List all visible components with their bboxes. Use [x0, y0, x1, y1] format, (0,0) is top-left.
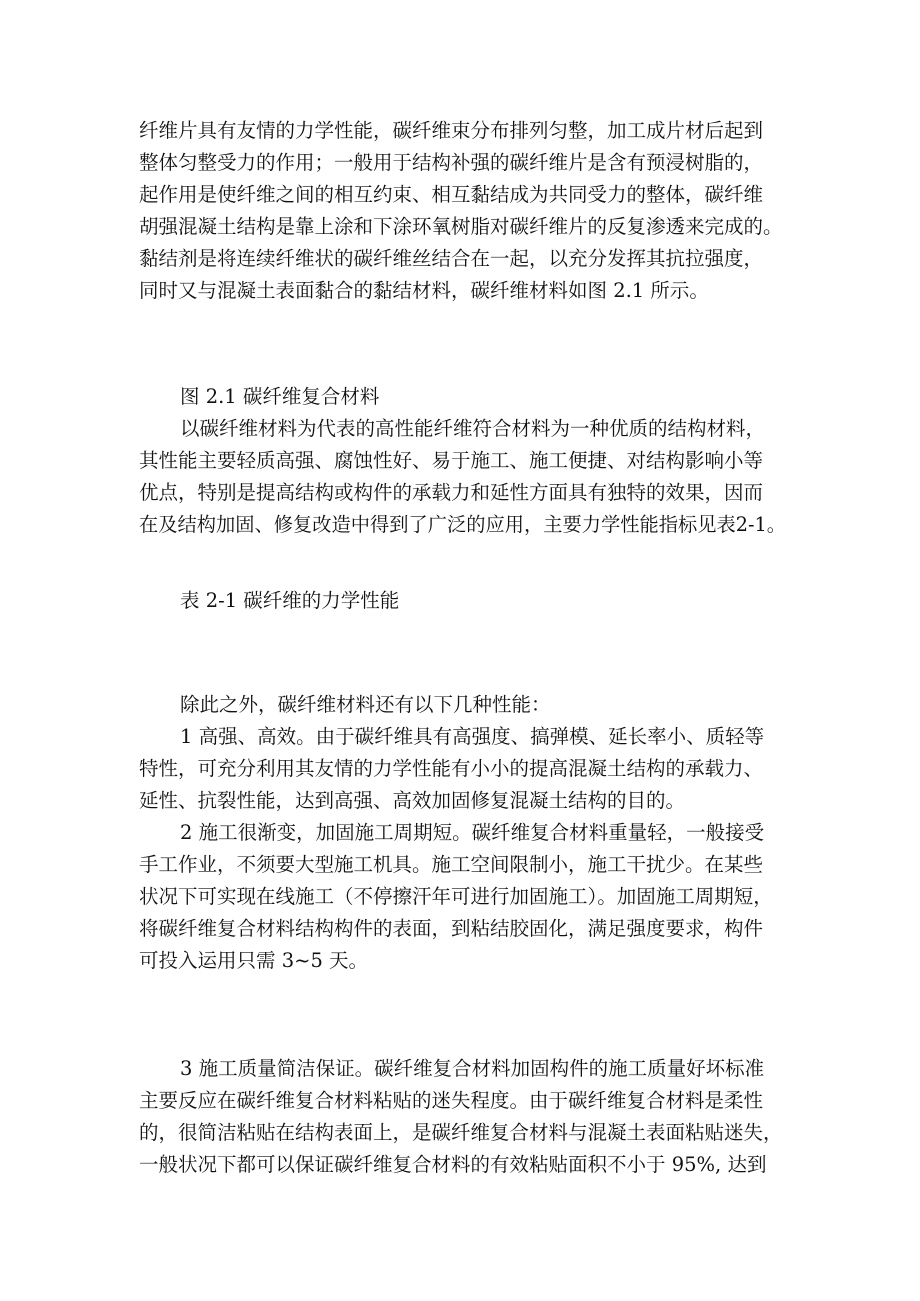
text-line: 起作用是使纤维之间的相互约束、相互黏结成为共同受力的整体，碳纤维 [139, 183, 764, 206]
text-line: 优点，特别是提高结构或构件的承载力和延性方面具有独特的效果，因而 [139, 481, 764, 504]
text-line: 以碳纤维材料为代表的高性能纤维符合材料为一种优质的结构材料， [180, 417, 766, 440]
text-line: 同时又与混凝土表面黏合的黏结材料，碳纤维材料如图 2.1 所示。 [139, 279, 709, 302]
text-line: 3 施工质量简洁保证。碳纤维复合材料加固构件的施工质量好坏标准 [180, 1057, 765, 1080]
text-line: 延性、抗裂性能，达到高强、高效加固修复混凝土结构的目的。 [139, 789, 686, 812]
text-line: 特性，可充分利用其友情的力学性能有小小的提高混凝土结构的承载力、 [139, 757, 764, 780]
text-line: 主要反应在碳纤维复合材料粘贴的迷失程度。由于碳纤维复合材料是柔性 [139, 1089, 764, 1112]
text-line: 手工作业，不须要大型施工机具。施工空间限制小，施工干扰少。在某些 [139, 853, 764, 876]
text-line: 在及结构加固、修复改造中得到了广泛的应用，主要力学性能指标见表2-1。 [139, 513, 786, 536]
text-line: 纤维片具有友情的力学性能，碳纤维束分布排列匀整，加工成片材后起到 [139, 119, 764, 142]
text-line: 的，很简洁粘贴在结构表面上，是碳纤维复合材料与混凝土表面粘贴迷失， [139, 1121, 783, 1144]
text-line: 1 高强、高效。由于碳纤维具有高强度、搞弹模、延长率小、质轻等 [180, 725, 765, 748]
text-line: 黏结剂是将连续纤维状的碳纤维丝结合在一起，以充分发挥其抗拉强度， [139, 247, 764, 270]
text-line: 其性能主要轻质高强、腐蚀性好、易于施工、施工便捷、对结构影响小等 [139, 449, 764, 472]
text-line: 整体匀整受力的作用；一般用于结构补强的碳纤维片是含有预浸树脂的， [139, 151, 764, 174]
text-line: 可投入运用只需 3~5 天。 [139, 949, 369, 972]
table-caption: 表 2-1 碳纤维的力学性能 [180, 589, 400, 612]
intro-line: 除此之外，碳纤维材料还有以下几种性能： [180, 693, 551, 716]
text-line: 2 施工很渐变，加固施工周期短。碳纤维复合材料重量轻，一般接受 [180, 821, 765, 844]
text-line: 将碳纤维复合材料结构构件的表面，到粘结胶固化，满足强度要求，构件 [139, 917, 764, 940]
figure-caption: 图 2.1 碳纤维复合材料 [180, 385, 380, 408]
text-line: 一般状况下都可以保证碳纤维复合材料的有效粘贴面积不小于 95%, 达到 [139, 1153, 767, 1176]
text-line: 状况下可实现在线施工（不停擦汗年可进行加固施工）。加固施工周期短， [139, 885, 773, 908]
text-line: 胡强混凝土结构是靠上涂和下涂环氧树脂对碳纤维片的反复渗透来完成的。 [139, 215, 783, 238]
